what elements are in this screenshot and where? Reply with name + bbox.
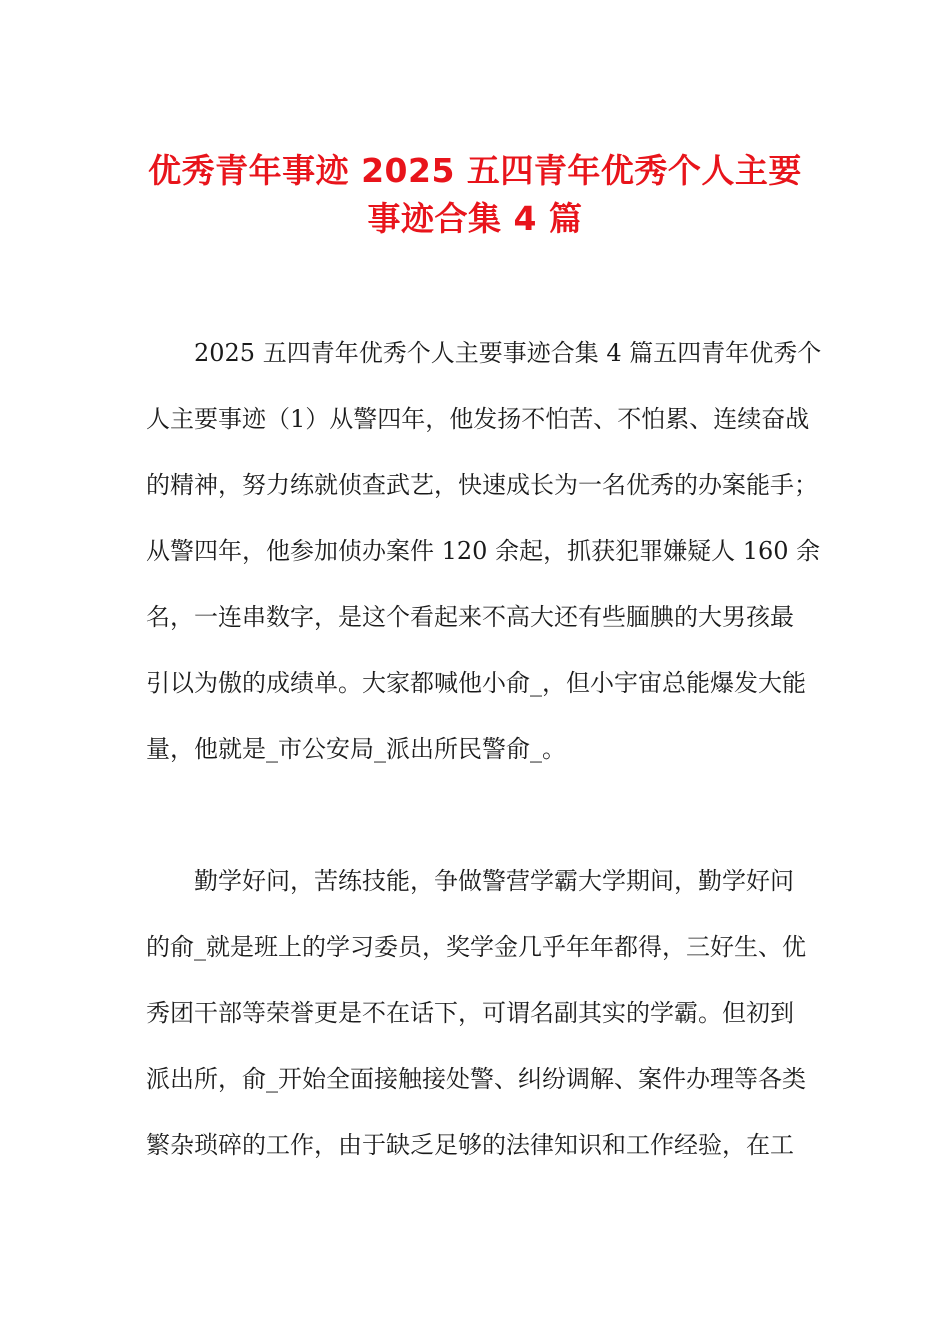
text-line: 的精神，努力练就侦查武艺，快速成长为一名优秀的办案能手；	[146, 471, 818, 499]
text-line: 繁杂琐碎的工作，由于缺乏足够的法律知识和工作经验，在工	[146, 1131, 794, 1159]
text-line: 名，一连串数字，是这个看起来不高大还有些腼腆的大男孩最	[146, 603, 794, 631]
text-line: 人主要事迹（1）从警四年，他发扬不怕苦、不怕累、连续奋战	[146, 405, 810, 433]
paragraph-2	[146, 848, 806, 1178]
text-line: 从警四年，他参加侦办案件 120 余起，抓获犯罪嫌疑人 160 余	[146, 537, 821, 565]
text-line: 引以为傲的成绩单。大家都喊他小俞_，但小宇宙总能爆发大能	[146, 669, 806, 697]
text-line: 派出所，俞_开始全面接触接处警、纠纷调解、案件办理等各类	[146, 1065, 806, 1093]
text-line: 的俞_就是班上的学习委员，奖学金几乎年年都得，三好生、优	[146, 933, 806, 961]
document-title-line-2: 事迹合集 4 篇	[367, 199, 583, 238]
document-title-line-1: 优秀青年事迹 2025 五四青年优秀个人主要	[148, 151, 802, 190]
text-line: 量，他就是_市公安局_派出所民警俞_。	[146, 735, 566, 763]
paragraph-1	[146, 320, 822, 782]
text-line: 勤学好问，苦练技能，争做警营学霸大学期间，勤学好问	[194, 867, 794, 895]
text-line: 秀团干部等荣誉更是不在话下，可谓名副其实的学霸。但初到	[146, 999, 794, 1027]
text-line: 2025 五四青年优秀个人主要事迹合集 4 篇五四青年优秀个	[194, 339, 822, 367]
